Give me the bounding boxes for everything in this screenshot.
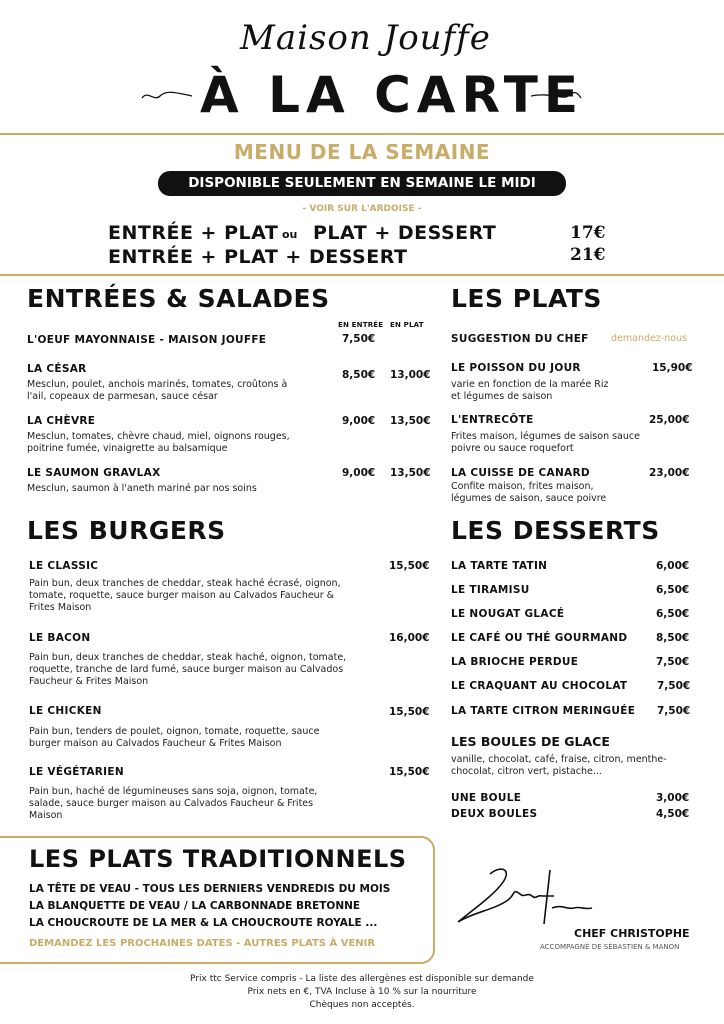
glace-desc: vanille, chocolat, café, fraise, citron, menthe-chocolat, citron vert, pistache...: [451, 754, 667, 777]
suggestion-chef: SUGGESTION DU CHEF: [451, 333, 589, 345]
suggestion-note: demandez-nous: [611, 333, 688, 344]
plat-name: L'ENTRECÔTE: [451, 414, 534, 426]
burger-name: LE CLASSIC: [29, 560, 99, 572]
burger-desc: Pain bun, haché de légumineuses sans soja, oignon, tomate, salade, sauce burger maison au Calvados Faucheur & Frites Maison: [29, 786, 318, 821]
plat-name: LA CUISSE DE CANARD: [451, 467, 590, 479]
entree-name: LA CHÈVRE: [27, 415, 96, 427]
col-head-plat: EN PLAT: [390, 321, 424, 329]
col-head-entree: EN ENTRÉE: [338, 321, 384, 329]
glace-price: 3,00€: [656, 792, 690, 804]
glace-name: DEUX BOULES: [451, 808, 538, 820]
dessert-name: LE CAFÉ OU THÉ GOURMAND: [451, 632, 628, 644]
formula-1-left: ENTRÉE + PLAT: [108, 222, 279, 244]
footer-line-1: Prix ttc Service compris - La liste des allergènes est disponible sur demande: [190, 974, 534, 984]
burger-desc: Pain bun, tenders de poulet, oignon, tomate, roquette, sauce burger maison au Calvados Faucheur & Frites Maison: [29, 726, 320, 749]
plat-desc: Frites maison, légumes de saison sauce poivre ou sauce roquefort: [451, 431, 640, 454]
ardoise-note: - VOIR SUR L'ARDOISE -: [302, 204, 422, 214]
glace-name: UNE BOULE: [451, 792, 522, 804]
formula-2-price: 21€: [570, 245, 606, 265]
burger-desc: Pain bun, deux tranches de cheddar, steak haché, oignon, tomate, roquette, tranche de lard fumé, sauce burger maison au Calvados Faucheur & Frites Maison: [29, 652, 347, 687]
dessert-name: LE CRAQUANT AU CHOCOLAT: [451, 680, 628, 692]
chef-name: CHEF CHRISTOPHE: [574, 927, 690, 940]
entree-price-plat: 13,50€: [390, 415, 431, 427]
traditionnel-line: LA BLANQUETTE DE VEAU / LA CARBONNADE BRETONNE: [29, 900, 361, 912]
entrees-title: ENTRÉES & SALADES: [27, 284, 330, 313]
burgers-title: LES BURGERS: [27, 516, 226, 545]
plat-price: 25,00€: [649, 414, 690, 426]
glace-title: LES BOULES DE GLACE: [451, 734, 610, 749]
burger-price: 16,00€: [389, 632, 430, 644]
chef-sub: ACCOMPAGNÉ DE SÉBASTIEN & MANON: [540, 943, 680, 951]
menu-semaine-title: MENU DE LA SEMAINE: [233, 140, 491, 164]
burger-name: LE BACON: [29, 632, 91, 644]
plats-title: LES PLATS: [451, 284, 602, 313]
entree-price-plat: 13,00€: [390, 369, 431, 381]
burger-price: 15,50€: [389, 560, 430, 572]
plat-price: 23,00€: [649, 467, 690, 479]
traditionnels-note: DEMANDEZ LES PROCHAINES DATES - AUTRES PLATS À VENIR: [29, 938, 376, 949]
menu-semaine-banner: [158, 171, 566, 196]
plat-price: 15,90€: [652, 362, 693, 374]
footer-line-3: Chèques non acceptés.: [309, 1000, 415, 1010]
entree-desc: Mesclun, tomates, chèvre chaud, miel, oignons rouges, poitrine fumée, vinaigrette au balsamique: [27, 431, 290, 454]
left-flourish-icon: [140, 88, 195, 104]
dessert-name: LE TIRAMISU: [451, 584, 530, 596]
burger-desc: Pain bun, deux tranches de cheddar, steak haché écrasé, oignon, tomate, roquette, sauce burger maison au Calvados Faucheur & Frites Maison: [29, 578, 341, 613]
burger-price: 15,50€: [389, 766, 430, 778]
dessert-price: 6,00€: [656, 560, 690, 572]
entree-name: L'OEUF MAYONNAISE - MAISON JOUFFE: [27, 334, 267, 346]
glace-price: 4,50€: [656, 808, 690, 820]
entree-desc: Mesclun, saumon à l'aneth mariné par nos soins: [27, 483, 257, 494]
dessert-price: 7,50€: [657, 680, 691, 692]
plat-desc: Confite maison, frites maison, légumes de saison, sauce poivre: [451, 481, 607, 504]
formula-1-right: PLAT + DESSERT: [313, 222, 497, 244]
chef-signature-icon: [450, 860, 600, 935]
traditionnels-title: LES PLATS TRADITIONNELS: [29, 845, 407, 873]
dessert-price: 6,50€: [656, 584, 690, 596]
burger-name: LE VÉGÉTARIEN: [29, 766, 124, 778]
dessert-price: 6,50€: [656, 608, 690, 620]
entree-price-entree: 8,50€: [342, 369, 376, 381]
formula-2: ENTRÉE + PLAT + DESSERT: [108, 246, 408, 268]
brand-script: Maison Jouffe: [240, 18, 491, 58]
page-title: À LA CARTE: [200, 66, 584, 124]
entree-name: LE SAUMON GRAVLAX: [27, 467, 161, 479]
entree-name: LA CÉSAR: [27, 363, 87, 375]
entree-price-entree: 9,00€: [342, 415, 376, 427]
dessert-name: LA TARTE CITRON MERINGUÉE: [451, 705, 636, 717]
entree-price-entree: 9,00€: [342, 467, 376, 479]
formula-1-price: 17€: [570, 223, 606, 243]
entree-price-entree: 7,50€: [342, 333, 376, 345]
plat-name: LE POISSON DU JOUR: [451, 362, 581, 374]
desserts-title: LES DESSERTS: [451, 516, 660, 545]
dessert-name: LE NOUGAT GLACÉ: [451, 608, 565, 620]
semaine-divider: [0, 274, 724, 276]
footer-line-2: Prix nets en €, TVA Incluse à 10 % sur la nourriture: [247, 987, 477, 997]
dessert-name: LA TARTE TATIN: [451, 560, 548, 572]
dessert-price: 8,50€: [656, 632, 690, 644]
dessert-price: 7,50€: [657, 705, 691, 717]
burger-name: LE CHICKEN: [29, 705, 102, 717]
right-flourish-icon: [528, 88, 583, 104]
traditionnel-line: LA TÊTE DE VEAU - TOUS LES DERNIERS VENDREDIS DU MOIS: [29, 883, 391, 895]
plat-desc: varie en fonction de la marée Riz et légumes de saison: [451, 379, 609, 402]
banner-text: DISPONIBLE SEULEMENT EN SEMAINE LE MIDI: [188, 175, 536, 191]
formula-1-or: ou: [282, 228, 298, 241]
dessert-name: LA BRIOCHE PERDUE: [451, 656, 579, 668]
entree-desc: Mesclun, poulet, anchois marinés, tomates, croûtons à l'ail, copeaux de parmesan, sauce césar: [27, 379, 288, 402]
dessert-price: 7,50€: [656, 656, 690, 668]
traditionnel-line: LA CHOUCROUTE DE LA MER & LA CHOUCROUTE ROYALE ...: [29, 917, 378, 929]
burger-price: 15,50€: [389, 706, 430, 718]
header-divider: [0, 133, 724, 135]
entree-price-plat: 13,50€: [390, 467, 431, 479]
